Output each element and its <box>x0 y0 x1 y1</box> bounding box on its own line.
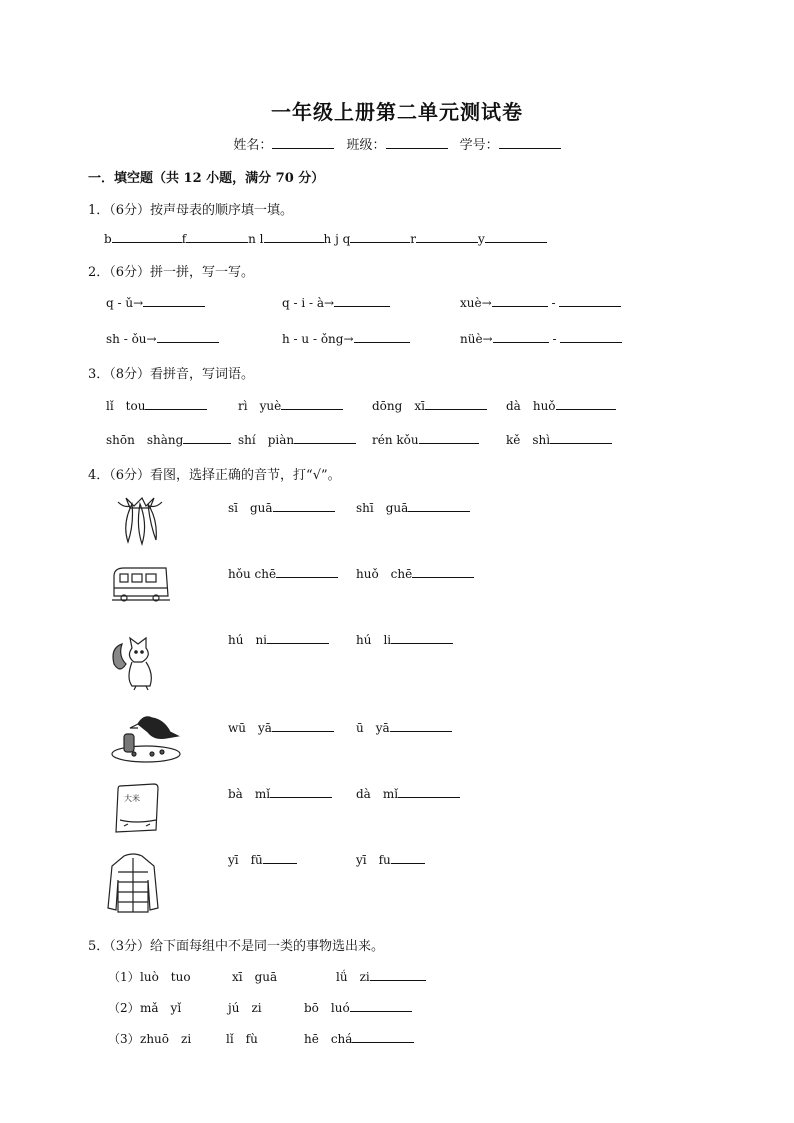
word-item <box>238 397 343 414</box>
jacket-icon <box>106 850 160 916</box>
group-item-text: lǘ zi <box>336 970 370 984</box>
question-1-stem: 1．（6分）按声母表的顺序填一填。 <box>88 203 294 218</box>
answer-blank[interactable] <box>264 230 324 243</box>
eggplant-icon <box>112 494 168 546</box>
group-item: jú zi <box>228 1001 262 1015</box>
choice-row <box>228 499 335 516</box>
answer-blank[interactable] <box>273 499 335 512</box>
group-item: zhuō zi <box>140 1032 192 1046</box>
option-a: wū yā <box>228 721 272 735</box>
answer-blank[interactable] <box>493 330 549 343</box>
answer-blank[interactable] <box>391 851 425 864</box>
answer-blank[interactable] <box>559 294 621 307</box>
group-item: xī guā <box>232 970 278 984</box>
option-a: hú ni <box>228 633 268 647</box>
id-label: 学号： <box>459 138 499 153</box>
pinyin-text: nüè→ <box>460 332 493 346</box>
word-item <box>506 431 612 448</box>
answer-blank[interactable] <box>370 968 426 981</box>
answer-blank[interactable] <box>263 851 297 864</box>
answer-blank[interactable] <box>157 330 219 343</box>
answer-blank[interactable] <box>350 230 410 243</box>
answer-blank[interactable] <box>419 431 479 444</box>
answer-blank[interactable] <box>550 431 612 444</box>
answer-blank[interactable] <box>350 999 412 1012</box>
answer-blank[interactable] <box>416 230 478 243</box>
letter: y <box>478 232 485 246</box>
option-b: huǒ chē <box>356 567 413 581</box>
choice-row <box>356 785 460 802</box>
question-2-stem: 2．（6分）拼一拼，写一写。 <box>88 265 255 280</box>
question-5-stem: 5．（3分）给下面每组中不是同一类的事物选出来。 <box>88 939 385 954</box>
group-item: luò tuo <box>140 970 191 984</box>
option-a: bà mǐ <box>228 787 271 801</box>
dash: - <box>552 332 557 346</box>
choice-row <box>228 851 297 868</box>
pinyin-text: sh - ǒu→ <box>106 332 157 346</box>
answer-blank[interactable] <box>408 499 470 512</box>
section-heading: 一．填空题（共 12 小题，满分 70 分） <box>88 171 325 186</box>
answer-blank[interactable] <box>425 397 487 410</box>
answer-blank[interactable] <box>145 397 207 410</box>
answer-blank[interactable] <box>183 431 231 444</box>
option-a: hǒu chē <box>228 567 277 581</box>
answer-blank[interactable] <box>390 719 452 732</box>
answer-blank[interactable] <box>112 230 182 243</box>
word-item <box>106 397 207 414</box>
answer-blank[interactable] <box>485 230 547 243</box>
pinyin-text: q - ǔ→ <box>106 296 144 310</box>
pinyin-text: lǐ tou <box>106 399 146 413</box>
group-item-text: bō luó <box>304 1001 350 1015</box>
pinyin-item <box>460 330 622 346</box>
choice-row <box>356 851 425 868</box>
answer-blank[interactable] <box>398 785 460 798</box>
question-4-stem: 4．（6分）看图，选择正确的音节，打“√”。 <box>88 468 341 483</box>
option-b: dà mǐ <box>356 787 399 801</box>
pinyin-text: kě shì <box>506 433 551 447</box>
answer-blank[interactable] <box>276 565 338 578</box>
train-icon <box>110 562 172 606</box>
answer-blank[interactable] <box>281 397 343 410</box>
question-1-row <box>104 230 547 246</box>
choice-row <box>356 719 452 736</box>
answer-blank[interactable] <box>354 330 410 343</box>
choice-row <box>356 565 474 582</box>
group-item-text: hē chá <box>304 1032 353 1046</box>
dash: - <box>551 296 556 310</box>
group-number: （3） <box>108 1032 140 1046</box>
word-item <box>506 397 616 414</box>
letter: n l <box>248 232 264 246</box>
pinyin-text: rì yuè <box>238 399 282 413</box>
letter: f <box>181 232 187 246</box>
answer-blank[interactable] <box>334 294 390 307</box>
group-item <box>304 999 412 1016</box>
choice-row <box>228 631 329 648</box>
group-number: （2） <box>108 1001 140 1015</box>
word-item <box>238 431 356 448</box>
option-b: shī guā <box>356 501 409 515</box>
pinyin-item <box>282 294 390 310</box>
pinyin-text: shí piàn <box>238 433 295 447</box>
pinyin-item <box>106 294 205 310</box>
answer-blank[interactable] <box>143 294 205 307</box>
option-b: ū yā <box>356 721 390 735</box>
rice-bag-icon <box>110 780 164 834</box>
pinyin-item <box>460 294 621 310</box>
crow-icon <box>108 710 184 764</box>
pinyin-text: q - i - à→ <box>282 296 335 310</box>
choice-row <box>228 785 332 802</box>
letter: h j q <box>323 232 351 246</box>
id-field[interactable] <box>499 135 561 149</box>
pinyin-text: dà huǒ <box>506 399 556 413</box>
pinyin-item <box>106 330 219 346</box>
page-title: 一年级上册第二单元测试卷 <box>271 100 523 124</box>
fox-icon <box>108 634 164 692</box>
answer-blank[interactable] <box>556 397 616 410</box>
student-info <box>0 134 794 153</box>
answer-blank[interactable] <box>186 230 248 243</box>
answer-blank[interactable] <box>412 565 474 578</box>
answer-blank[interactable] <box>270 785 332 798</box>
word-item <box>372 431 479 447</box>
class-label: 班级： <box>346 138 386 153</box>
answer-blank[interactable] <box>560 330 622 343</box>
answer-blank[interactable] <box>391 631 453 644</box>
option-a: yī fū <box>228 853 263 867</box>
name-label: 姓名： <box>233 138 273 153</box>
choice-row <box>356 631 453 648</box>
group-item <box>336 968 426 985</box>
pinyin-text: xuè→ <box>460 296 492 310</box>
answer-blank[interactable] <box>352 1030 414 1043</box>
answer-blank[interactable] <box>267 631 329 644</box>
group-number: （1） <box>108 970 140 984</box>
choice-row <box>228 719 334 736</box>
choice-row <box>228 565 338 581</box>
name-field[interactable] <box>272 135 334 149</box>
rice-bag-label: 大米 <box>124 794 140 803</box>
answer-blank[interactable] <box>294 431 356 444</box>
group-item: lǐ fù <box>226 1032 258 1046</box>
pinyin-text: h - u - ǒng→ <box>282 332 354 346</box>
answer-blank[interactable] <box>272 719 334 732</box>
question-3-stem: 3．（8分）看拼音，写词语。 <box>88 367 255 382</box>
answer-blank[interactable] <box>492 294 548 307</box>
word-item <box>372 397 487 414</box>
option-a: sī guā <box>228 501 273 515</box>
word-item <box>106 431 231 448</box>
group-item <box>304 1030 414 1047</box>
class-field[interactable] <box>386 135 448 149</box>
group-item: mǎ yǐ <box>140 1001 182 1015</box>
choice-row <box>356 499 470 516</box>
option-b: yī fu <box>356 853 391 867</box>
pinyin-text: shōn shàng <box>106 433 184 447</box>
letter: b <box>104 232 112 246</box>
option-b: hú li <box>356 633 392 647</box>
letter: r <box>410 232 417 246</box>
pinyin-text: dōng xī <box>372 399 425 413</box>
pinyin-item <box>282 330 410 346</box>
pinyin-text: rén kǒu <box>372 433 419 447</box>
